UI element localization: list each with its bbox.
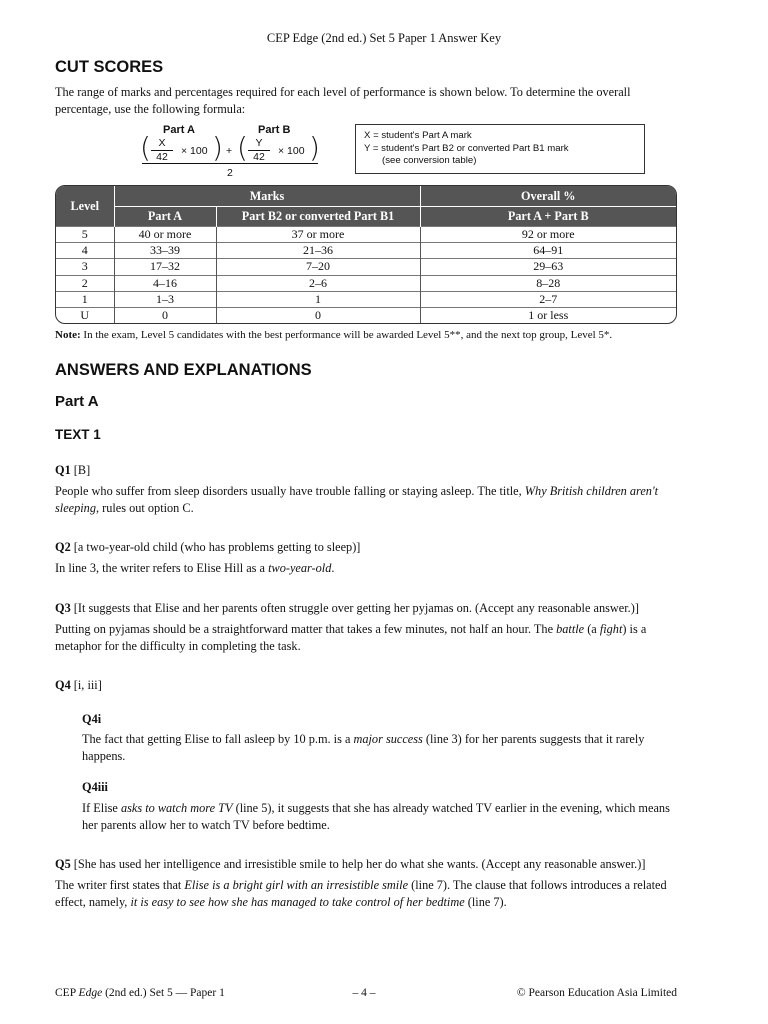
cut-scores-table (55, 185, 677, 324)
q3-label: Q3 (55, 601, 71, 615)
formula-legend-box (355, 124, 645, 174)
table-note (55, 327, 612, 344)
legend-line-y: Y = student's Part B2 or converted Part B1 mark (364, 142, 569, 154)
footer-left-italic: Edge (78, 987, 103, 999)
q4i-exp-italic: major success (353, 732, 423, 746)
cut-scores-heading: CUT SCORES (55, 58, 164, 76)
fraction-x-numerator: X (151, 137, 173, 151)
q3-exp-italic: battle (556, 622, 585, 636)
part-a-cell: 40 or more (114, 227, 216, 243)
q4i-label (82, 711, 101, 728)
q2-label: Q2 (55, 540, 71, 554)
q3-exp-italic: fight (599, 622, 623, 636)
part-a-heading: Part A (55, 393, 99, 410)
formula-divisor: 2 (227, 167, 233, 179)
table-row (56, 291, 676, 307)
q5-label: Q5 (55, 857, 71, 871)
level-cell: 2 (56, 275, 114, 291)
formula-times-a: × 100 (181, 145, 208, 157)
level-cell: U (56, 307, 114, 323)
q4-label: Q4 (55, 678, 71, 692)
q3-explanation (55, 621, 680, 654)
close-paren-b: ) (309, 131, 320, 164)
formula-part-b-label: Part B (258, 124, 291, 136)
close-paren-a: ) (212, 131, 223, 164)
note-text: In the exam, Level 5 candidates with the best performance will be awarded Level 5**, and the next top group, Level 5*. (80, 329, 613, 341)
table-row (56, 243, 676, 259)
q2-exp-part: In line 3, the writer refers to Elise Hill as a (55, 561, 269, 575)
q3-answer-text: [It suggests that Elise and her parents often struggle over getting her pyjamas on. (Accept any reasonable answer.)] (70, 601, 639, 615)
table-row (56, 227, 676, 243)
marks-header: Marks (114, 186, 420, 207)
table-row (56, 275, 676, 291)
legend-line-x: X = student's Part A mark (364, 130, 472, 141)
q4i-exp-part: The fact that getting Elise to fall asleep by 10 p.m. is a (82, 732, 354, 746)
overall-cell: 92 or more (420, 227, 676, 243)
q3-answer (55, 600, 639, 617)
overall-cell: 29–63 (420, 259, 676, 275)
q5-exp-part: (line 7). (464, 894, 507, 909)
q5-exp-part: The writer first states that (55, 878, 185, 892)
part-a-cell: 0 (114, 307, 216, 323)
q1-exp-part: , rules out option C. (95, 500, 194, 515)
q2-exp-italic: two-year-old (268, 561, 332, 575)
page-number: – 4 – (352, 987, 376, 999)
overall-cell: 1 or less (420, 307, 676, 323)
part-b-cell: 0 (216, 307, 420, 323)
part-b-subheader: Part B2 or converted Part B1 (216, 207, 420, 227)
legend-line-note: (see conversion table) (382, 155, 477, 166)
q3-exp-part: (a (584, 622, 600, 636)
fraction-x (151, 137, 173, 164)
part-a-cell: 33–39 (114, 243, 216, 259)
q3-exp-part: ) is a metaphor for the difficulty in completing the task. (55, 622, 647, 653)
q2-answer (55, 539, 360, 556)
q1-answer-text: [B] (70, 463, 91, 477)
q4iii-explanation (82, 800, 677, 833)
part-b-cell: 7–20 (216, 259, 420, 275)
formula-main-divider (142, 163, 318, 164)
footer-left-part: CEP (55, 987, 79, 999)
level-cell: 5 (56, 227, 114, 243)
overall-cell: 2–7 (420, 291, 676, 307)
q5-explanation (55, 877, 677, 910)
q1-answer (55, 462, 90, 479)
overall-subheader: Part A + Part B (420, 207, 676, 227)
level-cell: 3 (56, 259, 114, 275)
page-header: CEP Edge (2nd ed.) Set 5 Paper 1 Answer Key (266, 31, 502, 45)
q3-exp-part: Putting on pyjamas should be a straightforward matter that takes a few minutes, not half an hour. The (55, 622, 557, 636)
answers-heading: ANSWERS AND EXPLANATIONS (55, 361, 312, 379)
q2-exp-part: . (331, 561, 335, 575)
level-cell: 4 (56, 243, 114, 259)
part-a-cell: 17–32 (114, 259, 216, 275)
part-b-cell: 1 (216, 291, 420, 307)
q4-answer-text: [i, iii] (70, 678, 102, 692)
q5-exp-italic: Elise is a bright girl with an irresistible smile (184, 878, 409, 892)
q4i-exp-part: (line 3) for her parents suggests that it rarely happens. (82, 732, 645, 763)
footer-copyright: © Pearson Education Asia Limited (516, 987, 677, 999)
formula-plus: + (226, 145, 233, 157)
part-b-cell: 2–6 (216, 275, 420, 291)
part-a-cell: 1–3 (114, 291, 216, 307)
part-a-subheader: Part A (114, 207, 216, 227)
q2-answer-text: [a two-year-old child (who has problems getting to sleep)] (70, 540, 361, 554)
q4-answer (55, 677, 102, 694)
q4iii-exp-italic: asks to watch more TV (120, 801, 233, 815)
note-label: Note: (55, 329, 81, 341)
part-a-cell: 4–16 (114, 275, 216, 291)
q4iii-exp-part: If Elise (82, 801, 121, 815)
q5-exp-part: (line 7). The clause that follows introduces a related effect, namely, (55, 878, 667, 909)
q4i-label-text: Q4i (82, 712, 102, 726)
fraction-y-denominator: 42 (253, 151, 265, 163)
footer-left (55, 985, 225, 1002)
fraction-x-denominator: 42 (156, 151, 168, 163)
q4iii-label (82, 779, 108, 796)
level-cell: 1 (56, 291, 114, 307)
open-paren-a: ( (140, 131, 151, 164)
formula-part-a-label: Part A (163, 124, 195, 136)
q2-explanation (55, 560, 334, 577)
overall-cell: 8–28 (420, 275, 676, 291)
text-1-heading: TEXT 1 (55, 427, 101, 442)
table-row (56, 307, 676, 323)
q4i-explanation (82, 731, 677, 764)
fraction-y-numerator: Y (248, 137, 270, 151)
q4iii-exp-part: (line 5), it suggests that she has already watched TV earlier in the evening, which means her parents allow her to watch TV before bedtime. (82, 801, 670, 832)
q1-explanation (55, 483, 677, 516)
overall-cell: 64–91 (420, 243, 676, 259)
open-paren-b: ( (237, 131, 248, 164)
formula-times-b: × 100 (278, 145, 305, 157)
part-b-cell: 21–36 (216, 243, 420, 259)
q1-exp-part: People who suffer from sleep disorders usually have trouble falling or staying asleep. The title, (55, 484, 525, 498)
q1-label: Q1 (55, 463, 71, 477)
footer-left-part: (2nd ed.) Set 5 — Paper 1 (102, 987, 225, 999)
fraction-y (248, 137, 270, 164)
table-row (56, 259, 676, 275)
q5-answer (55, 856, 645, 873)
percentage-formula (140, 120, 340, 180)
level-header: Level (56, 186, 114, 227)
part-b-cell: 37 or more (216, 227, 420, 243)
cut-scores-intro: The range of marks and percentages required for each level of performance is shown below. To determine the overall percentage, use the following formula: (55, 85, 631, 116)
q4iii-label-text: Q4iii (82, 780, 108, 794)
overall-header: Overall % (420, 186, 676, 207)
q5-exp-italic: it is easy to see how she has managed to take control of her bedtime (130, 894, 465, 909)
q5-answer-text: [She has used her intelligence and irresistible smile to help her do what she wants. (Accept any reasonable answer.)] (70, 857, 646, 871)
q1-exp-title: Why British children aren't sleeping (55, 484, 659, 515)
